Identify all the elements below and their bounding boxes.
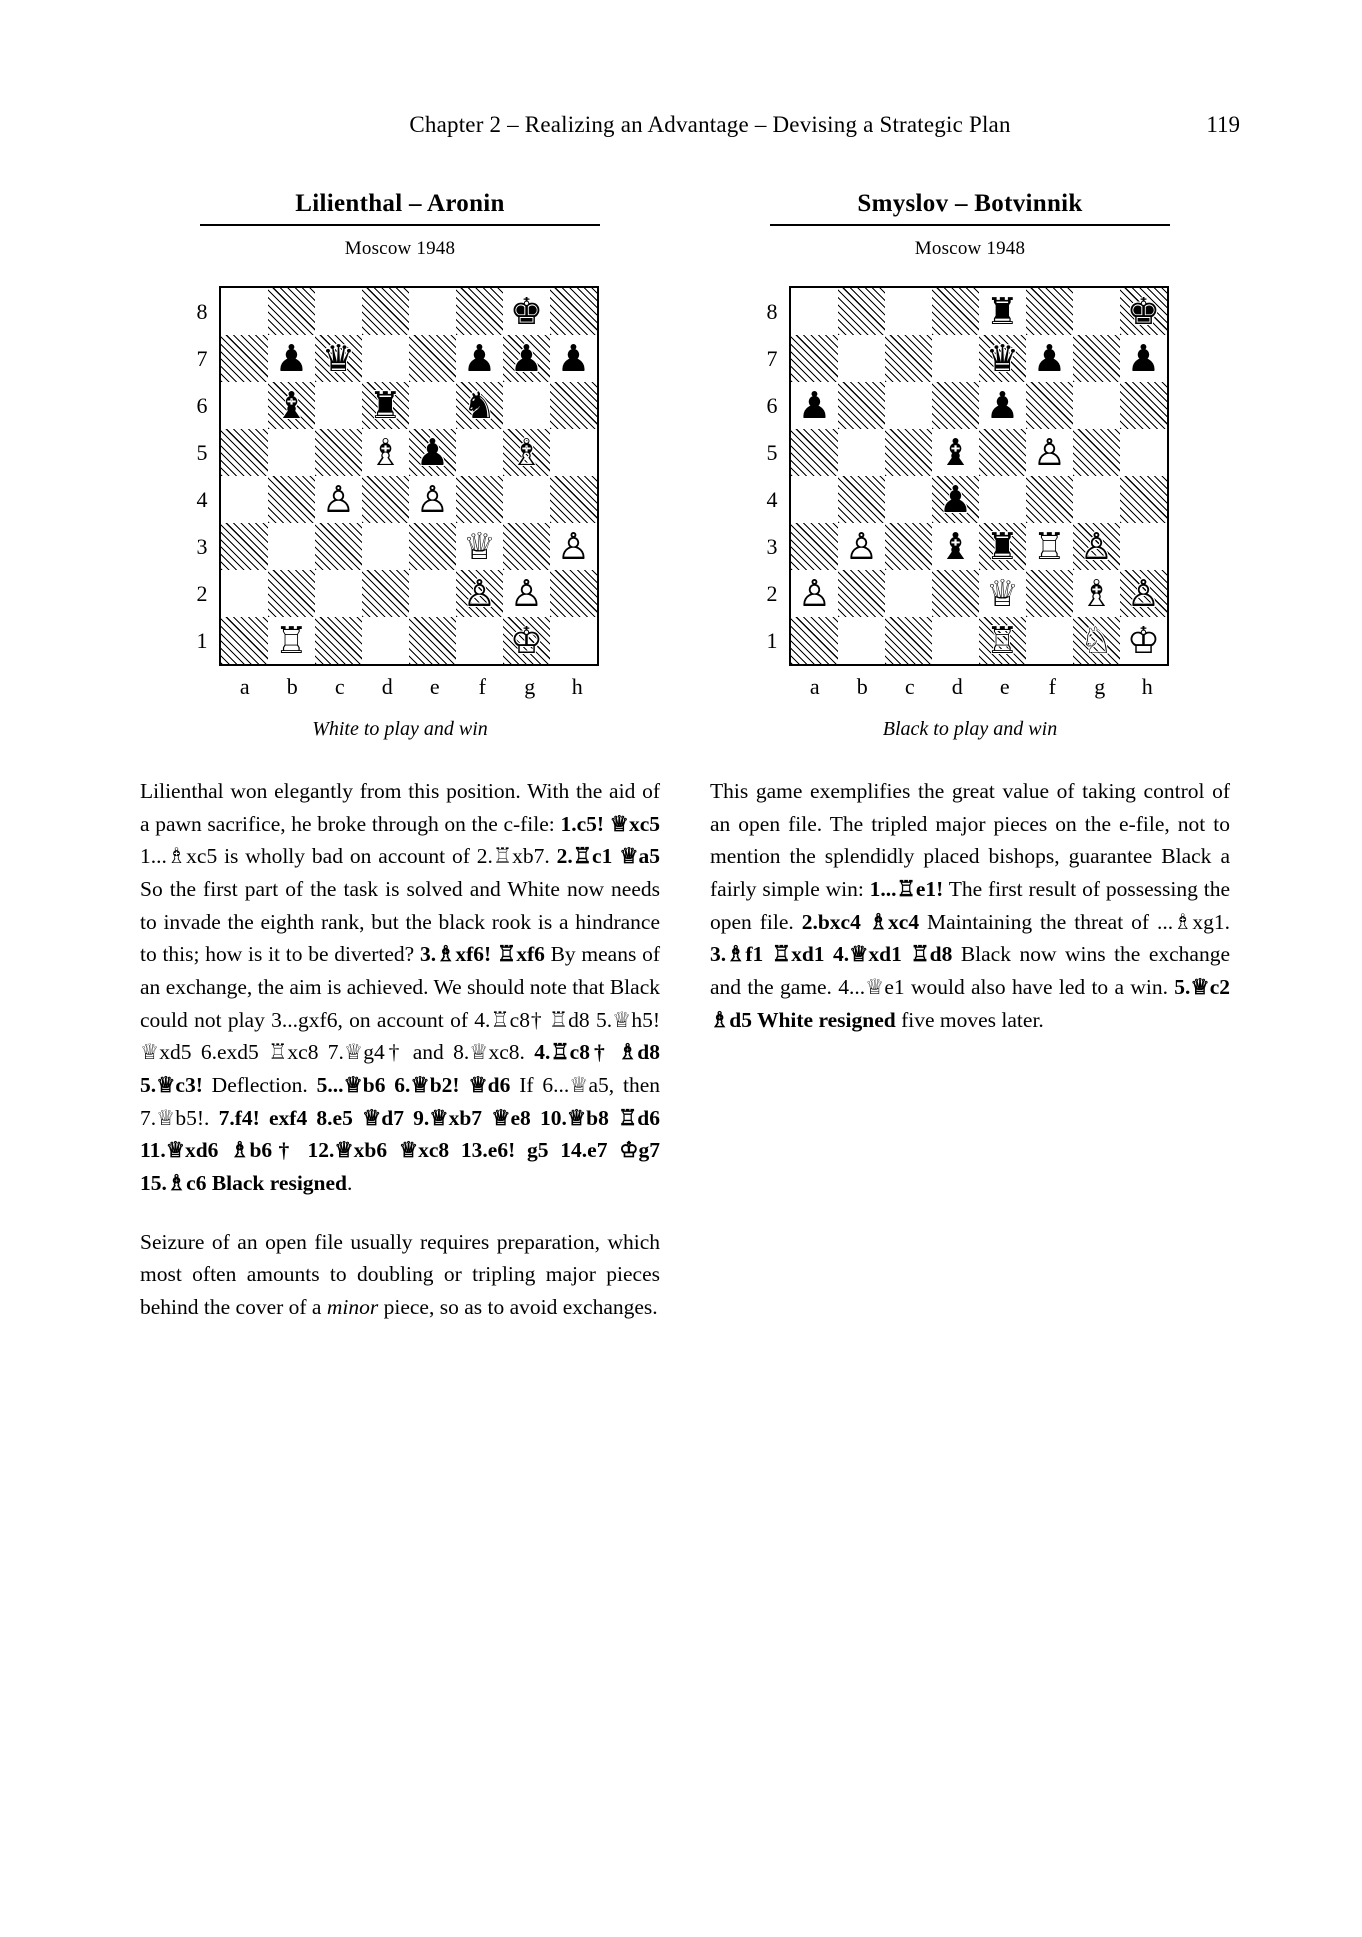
- square: [268, 288, 315, 335]
- square: [838, 476, 885, 523]
- square: [979, 382, 1026, 429]
- game-title-right: Smyslov – Botvinnik: [857, 190, 1083, 217]
- paragraph: This game exemplifies the great value of taking control of an open file. The tripled major pieces on the e-file, not to mention the splendidly placed bishops, guarantee Black a fairly simple win: 1...♖e1! The first result of possessing the open file. 2.bxc4 ♗xc4 Maintaining the threat of ...♗xg1. 3.♗f1 ♖xd1 4.♕xd1 ♖d8 Black now wins the exchange and the game. 4...♕e1 would also have led to a win. 5.♕c2 ♗d5 White resigned five moves later.: [710, 779, 1230, 1032]
- rank-label: 3: [196, 534, 208, 559]
- piece-bp: ♟: [1126, 337, 1161, 380]
- piece-bp: ♟: [556, 337, 591, 380]
- square: [456, 382, 503, 429]
- square: [409, 429, 456, 476]
- square: [456, 288, 503, 335]
- square: [932, 476, 979, 523]
- file-labels-right: [791, 674, 1171, 700]
- square: [362, 335, 409, 382]
- square: [1120, 288, 1167, 335]
- piece-bp: ♟: [462, 337, 497, 380]
- rank-label: 8: [196, 299, 208, 324]
- square: [979, 617, 1026, 664]
- square: [1073, 523, 1120, 570]
- square: [932, 617, 979, 664]
- square: [932, 335, 979, 382]
- square: [362, 429, 409, 476]
- piece-wb: ♗: [509, 431, 544, 474]
- piece-bp: ♟: [797, 384, 832, 427]
- square: [550, 382, 597, 429]
- square: [838, 335, 885, 382]
- square: [268, 523, 315, 570]
- square: [1120, 429, 1167, 476]
- square: [268, 617, 315, 664]
- file-label: h: [1141, 674, 1153, 699]
- rank-label: 4: [196, 487, 208, 512]
- square: [456, 617, 503, 664]
- file-label: e: [429, 674, 440, 699]
- file-label: f: [1048, 674, 1056, 699]
- square: [1073, 382, 1120, 429]
- square: [885, 476, 932, 523]
- file-label: c: [334, 674, 345, 699]
- square: [268, 429, 315, 476]
- square: [838, 429, 885, 476]
- rank-label: 1: [766, 628, 778, 653]
- event-left: Moscow 1948: [344, 238, 456, 259]
- square: [362, 570, 409, 617]
- square: [979, 288, 1026, 335]
- square: [979, 476, 1026, 523]
- square: [885, 617, 932, 664]
- square: [503, 288, 550, 335]
- square: [838, 523, 885, 570]
- piece-bp: ♟: [415, 431, 450, 474]
- piece-bp: ♟: [938, 478, 973, 521]
- square: [932, 429, 979, 476]
- square: [1026, 476, 1073, 523]
- square: [221, 617, 268, 664]
- file-label: g: [1094, 674, 1106, 699]
- square: [409, 570, 456, 617]
- piece-wb: ♗: [368, 431, 403, 474]
- square: [409, 335, 456, 382]
- rank-label: 5: [766, 440, 778, 465]
- square: [791, 335, 838, 382]
- piece-wn: ♘: [1079, 619, 1114, 662]
- square: [791, 429, 838, 476]
- square: [409, 382, 456, 429]
- piece-wp: ♙: [321, 478, 356, 521]
- file-labels-left: [221, 674, 601, 700]
- page-number: 119: [1206, 112, 1240, 137]
- piece-wr: ♖: [274, 619, 309, 662]
- piece-bn: ♞: [462, 384, 497, 427]
- piece-wp: ♙: [415, 478, 450, 521]
- piece-wp: ♙: [509, 572, 544, 615]
- square: [221, 570, 268, 617]
- piece-bb: ♝: [274, 384, 309, 427]
- square: [1120, 335, 1167, 382]
- title-rule-right: [770, 224, 1170, 226]
- column-right: [710, 190, 1230, 1324]
- square: [1026, 523, 1073, 570]
- square: [503, 476, 550, 523]
- square: [550, 617, 597, 664]
- file-label: a: [239, 674, 250, 699]
- piece-wb: ♗: [1079, 572, 1114, 615]
- rank-label: 6: [196, 393, 208, 418]
- square: [1026, 382, 1073, 429]
- chess-diagram-right: [755, 286, 1185, 700]
- piece-bp: ♟: [1032, 337, 1067, 380]
- square: [221, 429, 268, 476]
- square: [1073, 476, 1120, 523]
- square: [791, 617, 838, 664]
- square: [550, 288, 597, 335]
- piece-wp: ♙: [556, 525, 591, 568]
- square: [503, 429, 550, 476]
- square: [932, 570, 979, 617]
- piece-bq: ♛: [985, 337, 1020, 380]
- piece-wq: ♕: [985, 572, 1020, 615]
- piece-wp: ♙: [1079, 525, 1114, 568]
- chapter-title: Chapter 2 – Realizing an Advantage – Devising a Strategic Plan: [409, 112, 1011, 137]
- square: [1120, 523, 1167, 570]
- file-label: a: [809, 674, 820, 699]
- game-title-left: Lilienthal – Aronin: [295, 190, 505, 217]
- rank-label: 2: [766, 581, 778, 606]
- square: [979, 570, 1026, 617]
- rank-label: 3: [766, 534, 778, 559]
- piece-bb: ♝: [938, 525, 973, 568]
- square: [221, 335, 268, 382]
- square: [268, 476, 315, 523]
- paragraph: Seizure of an open file usually requires preparation, which most often amounts to doubling or tripling major pieces behind the cover of a minor piece, so as to avoid exchanges.: [140, 1229, 660, 1320]
- square: [791, 523, 838, 570]
- square: [550, 570, 597, 617]
- square: [1026, 570, 1073, 617]
- rank-labels-left: [185, 288, 219, 664]
- square: [315, 523, 362, 570]
- square: [456, 476, 503, 523]
- piece-bp: ♟: [985, 384, 1020, 427]
- square: [456, 570, 503, 617]
- square: [362, 523, 409, 570]
- square: [1120, 570, 1167, 617]
- piece-wp: ♙: [1126, 572, 1161, 615]
- piece-wr: ♖: [985, 619, 1020, 662]
- file-label: e: [999, 674, 1010, 699]
- square: [1120, 382, 1167, 429]
- piece-wr: ♖: [1032, 525, 1067, 568]
- chess-diagram-left: [185, 286, 615, 700]
- square: [979, 429, 1026, 476]
- two-column-layout: [140, 190, 1230, 1324]
- running-head: [150, 112, 1240, 138]
- square: [838, 382, 885, 429]
- diagram-header-right: [710, 190, 1230, 260]
- piece-br: ♜: [985, 290, 1020, 333]
- square: [885, 523, 932, 570]
- square: [550, 335, 597, 382]
- square: [221, 382, 268, 429]
- piece-bp: ♟: [274, 337, 309, 380]
- piece-wk: ♔: [1126, 619, 1161, 662]
- square: [362, 288, 409, 335]
- square: [885, 570, 932, 617]
- square: [1120, 476, 1167, 523]
- piece-wq: ♕: [462, 525, 497, 568]
- square: [268, 570, 315, 617]
- square: [1073, 288, 1120, 335]
- square: [503, 335, 550, 382]
- square: [315, 617, 362, 664]
- square: [315, 335, 362, 382]
- square: [268, 335, 315, 382]
- square: [409, 617, 456, 664]
- column-left: [140, 190, 660, 1324]
- square: [885, 288, 932, 335]
- square: [885, 335, 932, 382]
- square: [791, 476, 838, 523]
- square: [550, 476, 597, 523]
- square: [1073, 429, 1120, 476]
- caption-right: Black to play and win: [882, 718, 1058, 740]
- title-rule-left: [200, 224, 600, 226]
- square: [791, 382, 838, 429]
- piece-bk: ♚: [509, 290, 544, 333]
- square: [221, 288, 268, 335]
- rank-label: 2: [196, 581, 208, 606]
- square: [838, 617, 885, 664]
- square: [838, 288, 885, 335]
- square: [1026, 429, 1073, 476]
- piece-bp: ♟: [509, 337, 544, 380]
- square: [932, 288, 979, 335]
- piece-bk: ♚: [1126, 290, 1161, 333]
- square: [268, 382, 315, 429]
- rank-label: 4: [766, 487, 778, 512]
- file-label: g: [524, 674, 536, 699]
- file-label: f: [478, 674, 486, 699]
- square: [362, 382, 409, 429]
- square: [362, 617, 409, 664]
- rank-label: 5: [196, 440, 208, 465]
- piece-wp: ♙: [797, 572, 832, 615]
- file-label: b: [286, 674, 298, 699]
- piece-wk: ♔: [509, 619, 544, 662]
- chessboard-right: [789, 286, 1169, 666]
- square: [456, 523, 503, 570]
- square: [1120, 617, 1167, 664]
- event-right: Moscow 1948: [914, 238, 1026, 259]
- square: [1026, 617, 1073, 664]
- rank-label: 1: [196, 628, 208, 653]
- square: [409, 288, 456, 335]
- square: [456, 429, 503, 476]
- piece-br: ♜: [985, 525, 1020, 568]
- rank-label: 6: [766, 393, 778, 418]
- square: [1026, 335, 1073, 382]
- square: [315, 288, 362, 335]
- file-label: d: [951, 674, 963, 699]
- square: [550, 429, 597, 476]
- square: [979, 523, 1026, 570]
- square: [932, 382, 979, 429]
- rank-label: 7: [196, 346, 208, 371]
- square: [315, 382, 362, 429]
- square: [503, 382, 550, 429]
- square: [503, 570, 550, 617]
- piece-bb: ♝: [938, 431, 973, 474]
- square: [221, 523, 268, 570]
- piece-wp: ♙: [844, 525, 879, 568]
- square: [1026, 288, 1073, 335]
- rank-labels-right: [755, 288, 789, 664]
- square: [1073, 335, 1120, 382]
- body-text-right: [710, 775, 1230, 1036]
- file-label: d: [381, 674, 393, 699]
- piece-br: ♜: [368, 384, 403, 427]
- square: [409, 523, 456, 570]
- square: [315, 429, 362, 476]
- square: [221, 476, 268, 523]
- square: [1073, 617, 1120, 664]
- square: [456, 335, 503, 382]
- file-label: h: [571, 674, 583, 699]
- file-label: c: [904, 674, 915, 699]
- paragraph: Lilienthal won elegantly from this position. With the aid of a pawn sacrifice, he broke through on the c-file: 1.c5! ♕xc5 1...♗xc5 is wholly bad on account of 2.♖xb7. 2.♖c1 ♕a5 So the first part of the task is solved and White now needs to invade the eighth rank, but the black rook is a hindrance to this; how is it to be diverted? 3.♗xf6! ♖xf6 By means of an exchange, the aim is achieved. We should note that Black could not play 3...gxf6, on account of 4.♖c8† ♖d8 5.♕h5! ♕xd5 6.exd5 ♖xc8 7.♕g4† and 8.♕xc8. 4.♖c8† ♗d8 5.♕c3! Deflection. 5...♕b6 6.♕b2! ♕d6 If 6...♕a5, then 7.♕b5!. 7.f4! exf4 8.e5 ♕d7 9.♕xb7 ♕e8 10.♕b8 ♖d6 11.♕xd6 ♗b6† 12.♕xb6 ♕xc8 13.e6! g5 14.e7 ♔g7 15.♗c6 Black resigned.: [140, 779, 660, 1196]
- square: [979, 335, 1026, 382]
- rank-label: 7: [766, 346, 778, 371]
- caption-left: White to play and win: [312, 718, 488, 740]
- square: [409, 476, 456, 523]
- rank-label: 8: [766, 299, 778, 324]
- square: [932, 523, 979, 570]
- chessboard-left: [219, 286, 599, 666]
- square: [838, 570, 885, 617]
- file-label: b: [856, 674, 868, 699]
- square: [1073, 570, 1120, 617]
- piece-bq: ♛: [321, 337, 356, 380]
- square: [791, 288, 838, 335]
- square: [315, 476, 362, 523]
- piece-wp: ♙: [462, 572, 497, 615]
- square: [885, 429, 932, 476]
- square: [791, 570, 838, 617]
- square: [503, 523, 550, 570]
- square: [885, 382, 932, 429]
- piece-wp: ♙: [1032, 431, 1067, 474]
- square: [550, 523, 597, 570]
- body-text-left: [140, 775, 660, 1324]
- diagram-header-left: [140, 190, 660, 260]
- square: [362, 476, 409, 523]
- square: [503, 617, 550, 664]
- square: [315, 570, 362, 617]
